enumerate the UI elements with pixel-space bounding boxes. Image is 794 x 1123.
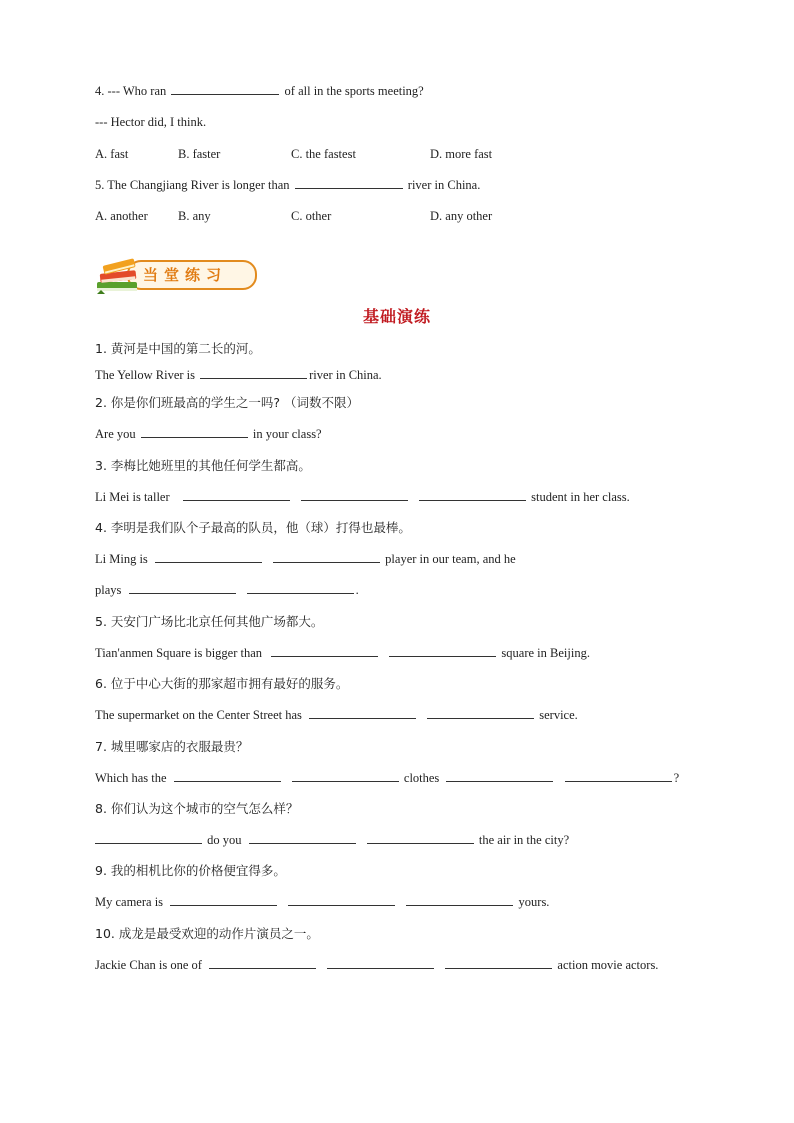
answer-blank[interactable] — [171, 81, 279, 95]
item-7-text: Which has the — [95, 771, 167, 785]
item-8-tail: the air in the city? — [478, 833, 570, 847]
item-7-tail: ? — [673, 771, 680, 785]
answer-blank[interactable] — [309, 705, 416, 719]
item-5-text: Tian'anmen Square is bigger than — [95, 646, 263, 660]
answer-blank[interactable] — [200, 365, 307, 379]
item-3-chinese: 3. 李梅比她班里的其他任何学生都高。 — [95, 458, 311, 473]
item-3-text: Li Mei is taller — [95, 490, 170, 504]
item-1-english — [95, 365, 382, 385]
pre-q4-answer: --- Hector did, I think. — [95, 115, 207, 129]
item-7-chinese: 7. 城里哪家店的衣服最贵？ — [95, 739, 249, 754]
answer-blank[interactable] — [271, 643, 378, 657]
pre-q5-stem — [95, 175, 480, 195]
item-3-tail: student in her class. — [531, 490, 630, 504]
answer-blank[interactable] — [141, 424, 248, 438]
answer-blank[interactable] — [367, 830, 474, 844]
item-4-text: Li Ming is — [95, 552, 148, 566]
answer-blank[interactable] — [247, 580, 354, 594]
option-a[interactable]: A. another — [95, 209, 148, 223]
answer-blank[interactable] — [170, 892, 277, 906]
item-10-english — [95, 955, 658, 975]
option-d[interactable]: D. any other — [430, 209, 493, 223]
item-6-tail: service. — [539, 708, 578, 722]
answer-blank[interactable] — [427, 705, 534, 719]
answer-blank[interactable] — [174, 768, 281, 782]
item-3-english — [95, 487, 630, 507]
option-a[interactable]: A. fast — [95, 147, 129, 161]
item-5-chinese: 5. 天安门广场比北京任何其他广场都大。 — [95, 614, 324, 629]
item-9-english — [95, 892, 549, 912]
answer-blank[interactable] — [301, 487, 408, 501]
item-9-text: My camera is — [95, 895, 164, 909]
pre-q5-stem-text: 5. The Changjiang River is longer than — [95, 178, 290, 192]
item-1-text: The Yellow River is — [95, 368, 195, 382]
option-b[interactable]: B. faster — [178, 147, 221, 161]
item-1-chinese: 1. 黄河是中国的第二长的河。 — [95, 341, 261, 356]
item-8-english — [95, 830, 569, 850]
answer-blank[interactable] — [155, 549, 262, 563]
item-5-tail: square in Beijing. — [501, 646, 590, 660]
pre-q4-stem — [95, 81, 424, 101]
answer-blank[interactable] — [95, 830, 202, 844]
item-2-english — [95, 424, 322, 444]
pre-q5-options — [95, 206, 695, 226]
item-10-text: Jackie Chan is one of — [95, 958, 202, 972]
item-5-english — [95, 643, 590, 663]
item-2-chinese: 2. 你是你们班最高的学生之一吗? （词数不限） — [95, 395, 360, 410]
answer-blank[interactable] — [446, 768, 553, 782]
answer-blank[interactable] — [295, 175, 403, 189]
answer-blank[interactable] — [183, 487, 290, 501]
option-c[interactable]: C. other — [291, 209, 332, 223]
item-2-text: Are you — [95, 427, 136, 441]
option-d[interactable]: D. more fast — [430, 147, 493, 161]
pre-q5-stem-tail: river in China. — [407, 178, 481, 192]
item-1-tail: river in China. — [309, 368, 382, 382]
answer-blank[interactable] — [565, 768, 672, 782]
item-6-chinese: 6. 位于中心大街的那家超市拥有最好的服务。 — [95, 676, 349, 691]
item-8-mid: do you — [207, 833, 242, 847]
item-4-tail: player in our team, and he — [385, 552, 516, 566]
section-title: 基础演练 — [362, 307, 431, 326]
answer-blank[interactable] — [327, 955, 434, 969]
answer-blank[interactable] — [419, 487, 526, 501]
banner-label: 当堂练习 — [143, 266, 228, 284]
answer-blank[interactable] — [292, 768, 399, 782]
item-7-english — [95, 768, 679, 788]
item-4-chinese: 4. 李明是我们队个子最高的队员，他（球）打得也最棒。 — [95, 520, 411, 535]
item-6-text: The supermarket on the Center Street has — [95, 708, 302, 722]
item-8-chinese: 8. 你们认为这个城市的空气怎么样？ — [95, 801, 299, 816]
option-c[interactable]: C. the fastest — [291, 147, 356, 161]
item-10-tail: action movie actors. — [557, 958, 659, 972]
books-icon — [95, 254, 145, 296]
answer-blank[interactable] — [249, 830, 356, 844]
item-4-english — [95, 549, 516, 569]
answer-blank[interactable] — [445, 955, 552, 969]
answer-blank[interactable] — [406, 892, 513, 906]
item-4-tail-2: . — [355, 583, 359, 597]
answer-blank[interactable] — [288, 892, 395, 906]
pre-q4-stem-tail: of all in the sports meeting? — [284, 84, 424, 98]
item-4-text-2: plays — [95, 583, 122, 597]
item-2-tail: in your class? — [252, 427, 322, 441]
item-9-chinese: 9. 我的相机比你的价格便宜得多。 — [95, 863, 286, 878]
answer-blank[interactable] — [389, 643, 496, 657]
item-4-english-line2 — [95, 580, 359, 600]
item-7-mid: clothes — [403, 771, 440, 785]
answer-blank[interactable] — [209, 955, 316, 969]
pre-q4-stem-text: 4. --- Who ran — [95, 84, 167, 98]
option-b[interactable]: B. any — [178, 209, 211, 223]
answer-blank[interactable] — [129, 580, 236, 594]
item-9-tail: yours. — [518, 895, 550, 909]
answer-blank[interactable] — [273, 549, 380, 563]
section-banner — [95, 254, 259, 296]
item-10-chinese: 10. 成龙是最受欢迎的动作片演员之一。 — [95, 926, 319, 941]
item-6-english — [95, 705, 578, 725]
pre-q4-options — [95, 144, 695, 164]
